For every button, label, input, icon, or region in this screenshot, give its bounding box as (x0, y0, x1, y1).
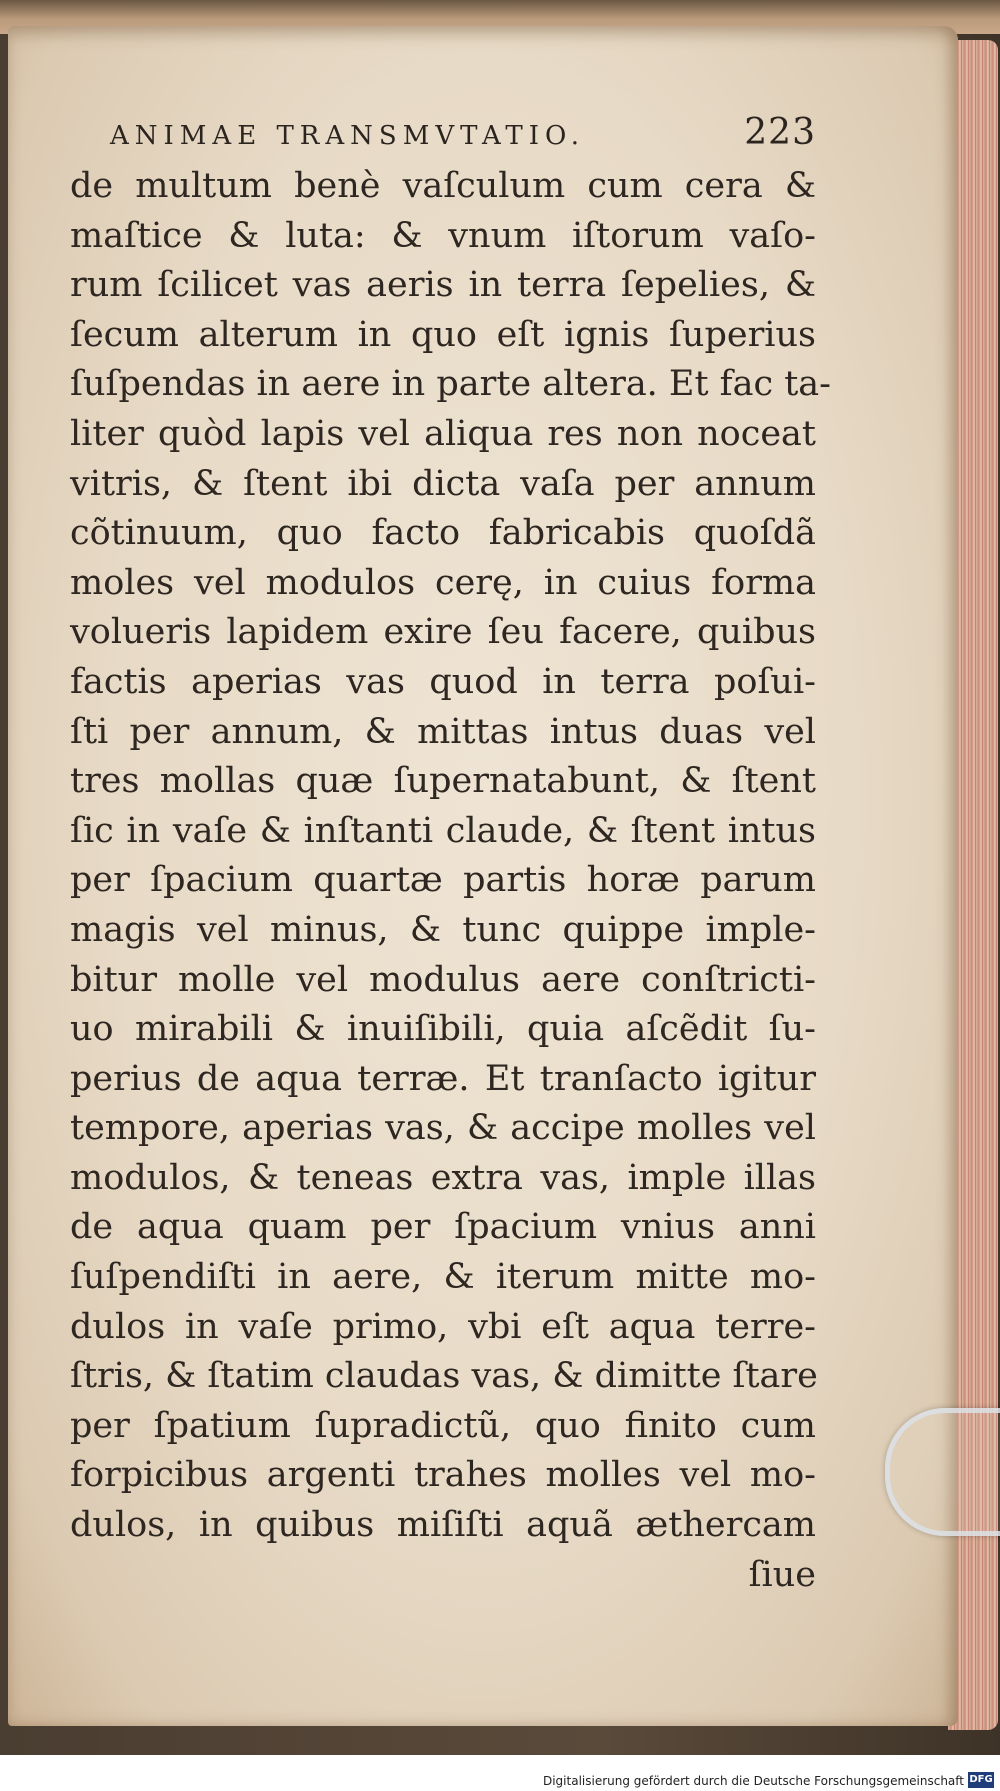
text-line: ſuſpendas in aere in parte altera. Et fac ta- (70, 364, 831, 405)
text-line: modulos, & teneas extra vas, imple illas (70, 1157, 816, 1198)
body-text (70, 162, 831, 1600)
text-line: bitur molle vel modulus aere conſtricti- (70, 959, 816, 1000)
text-line: moles vel modulos cerę, in cuius forma (70, 562, 816, 603)
text-line: factis aperias vas quod in terra poſui- (70, 661, 816, 702)
text-line: uo mirabili & inuiſibili, quia aſcẽdit ſu- (70, 1009, 816, 1050)
page-clip (885, 1408, 1000, 1536)
text-line: ſti per annum, & mittas intus duas vel (70, 711, 816, 752)
text-line: per ſpatium ſupradictũ, quo finito cum (70, 1405, 816, 1446)
funding-note: Digitalisierung gefördert durch die Deutsche Forschungsgemeinschaft (542, 1774, 964, 1788)
text-line: dulos, in quibus miſiſti aquã æthercam (70, 1505, 816, 1546)
text-line: volueris lapidem exire ſeu facere, quibus (70, 612, 816, 653)
text-line: ſic in vaſe & inſtanti claude, & ſtent intus (70, 810, 816, 851)
text-line: maſtice & luta: & vnum iſtorum vaſo- (70, 215, 816, 256)
text-line: magis vel minus, & tunc quippe imple- (70, 909, 816, 950)
text-line: dulos in vaſe primo, vbi eſt aqua terre- (70, 1306, 816, 1347)
text-line: tres mollas quæ ſupernatabunt, & ſtent (70, 761, 816, 802)
text-line: de aqua quam per ſpacium vnius anni (70, 1207, 816, 1248)
text-line: forpicibus argenti trahes molles vel mo- (70, 1455, 816, 1496)
page-number: 223 (744, 112, 816, 153)
text-line: de multum benè vaſculum cum cera & (70, 166, 816, 206)
text-line: vitris, & ſtent ibi dicta vaſa per annum (70, 463, 816, 504)
text-line: ſtris, & ſtatim claudas vas, & dimitte ſtare (70, 1356, 818, 1397)
running-head: ANIMAE TRANSMVTATIO. (110, 121, 586, 151)
text-line: per ſpacium quartæ partis horæ parum (70, 860, 816, 901)
text-line: cõtinuum, quo facto fabricabis quoſdã (70, 513, 816, 554)
dfg-logo: DFG (968, 1772, 994, 1788)
text-line: tempore, aperias vas, & accipe molles vel (70, 1108, 816, 1149)
text-line: liter quòd lapis vel aliqua res non noceat (70, 413, 816, 454)
text-line: ſuſpendiſti in aere, & iterum mitte mo- (70, 1257, 816, 1298)
text-line: ſiue (748, 1554, 816, 1595)
text-line: rum ſcilicet vas aeris in terra ſepelies, & (70, 265, 816, 306)
text-line: perius de aqua terræ. Et tranſacto igitur (70, 1058, 816, 1099)
page-header (110, 112, 816, 154)
text-line: ſecum alterum in quo eſt ignis ſuperius (70, 314, 816, 355)
